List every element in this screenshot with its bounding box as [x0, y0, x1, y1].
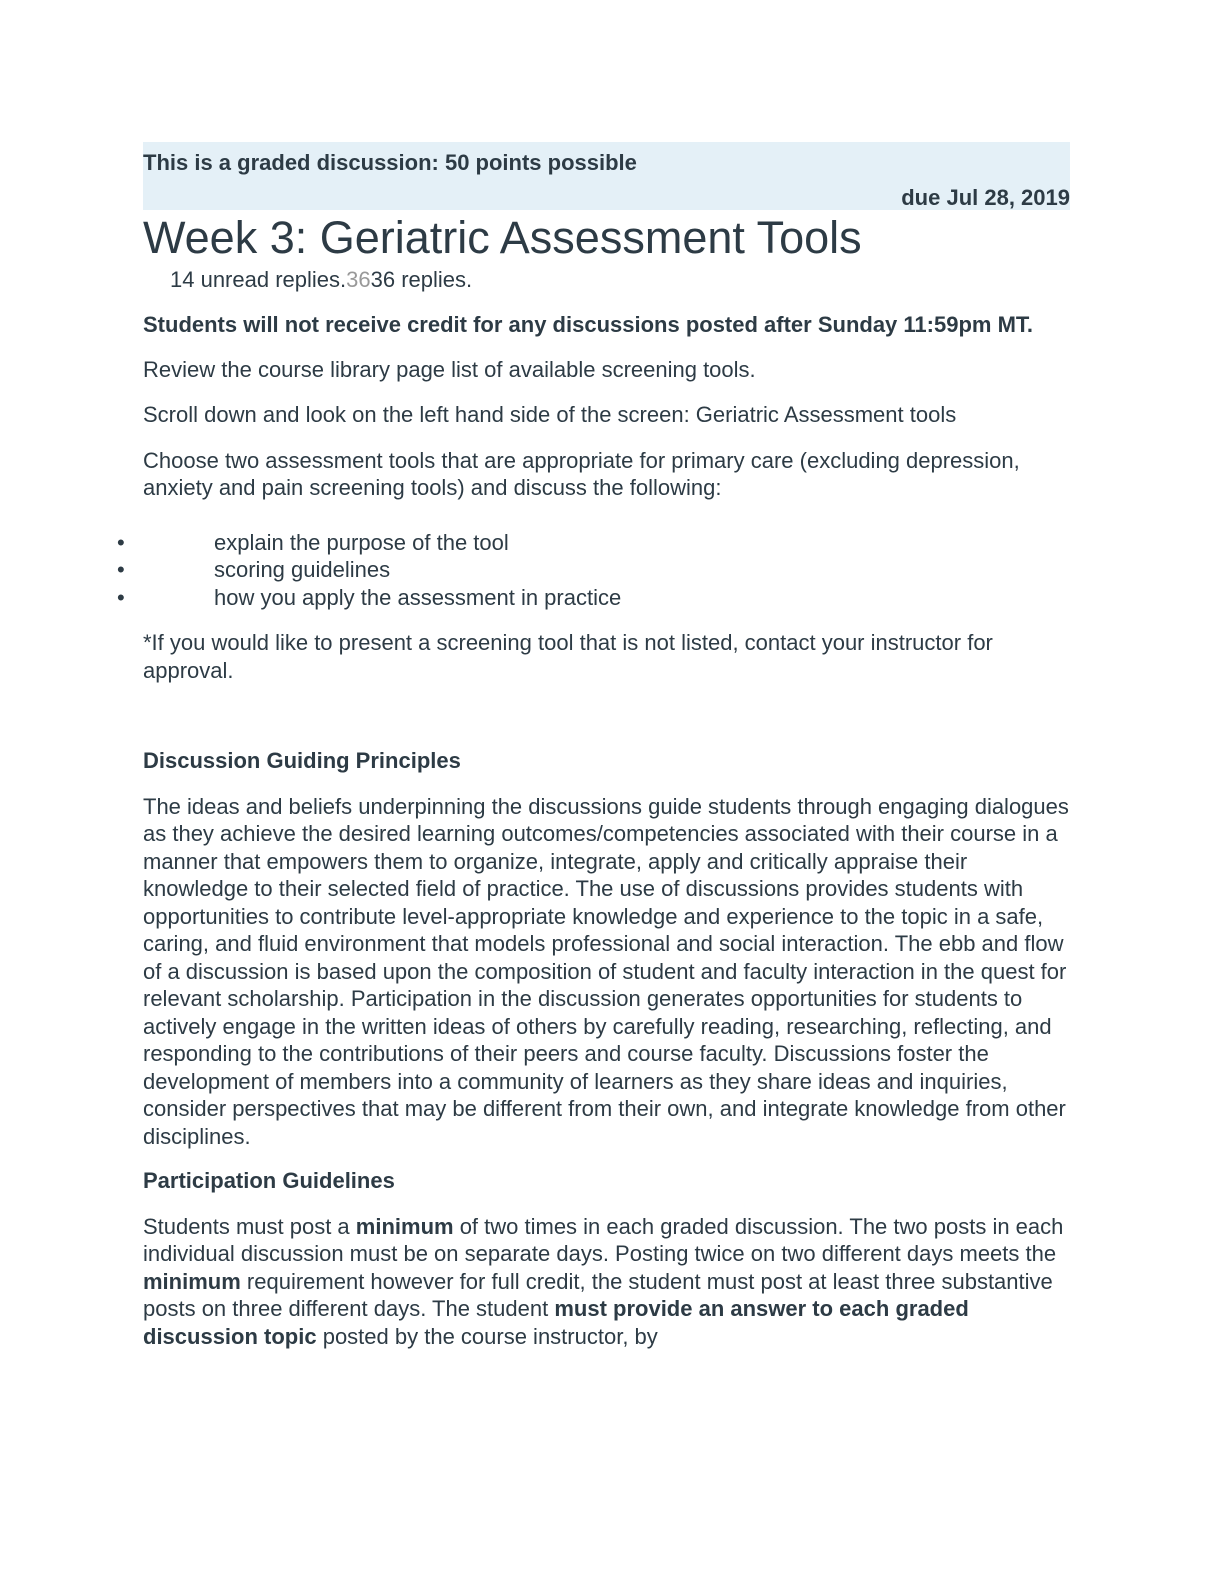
discussion-page — [117, 142, 1070, 1350]
list-item — [117, 556, 1070, 584]
task-list — [117, 529, 1070, 612]
list-item-text: explain the purpose of the tool — [214, 529, 509, 555]
approval-note: *If you would like to present a screening tool that is not listed, contact your instructor for approval. — [143, 630, 993, 683]
due-date: due Jul 28, 2019 — [901, 185, 1070, 210]
participation-text-1: Students must post a — [143, 1213, 356, 1239]
review-instruction: Review the course library page list of available screening tools. — [143, 356, 756, 382]
participation-bold-2: minimum — [143, 1268, 241, 1294]
total-replies: 36 replies. — [370, 267, 473, 292]
discussion-title: Week 3: Geriatric Assessment Tools — [143, 212, 862, 263]
bullet-icon: • — [117, 584, 125, 610]
list-item-text: how you apply the assessment in practice — [214, 584, 622, 610]
participation-bold-3: must provide an answer to each graded discussion topic — [143, 1296, 969, 1349]
choose-instruction: Choose two assessment tools that are appropriate for primary care (excluding depression, anxiety and pain screening tools) and discuss the following: — [143, 447, 1020, 500]
participation-heading: Participation Guidelines — [143, 1168, 395, 1193]
participation-text-4: posted by the course instructor, by — [316, 1323, 658, 1349]
participation-text-3: requirement however for full credit, the student must post at least three substantive posts on three different days. The student — [143, 1268, 1053, 1321]
principles-heading: Discussion Guiding Principles — [143, 748, 461, 773]
bullet-icon: • — [117, 557, 125, 582]
graded-discussion-banner — [143, 142, 1070, 210]
bullet-icon: • — [117, 529, 125, 555]
banner-title: This is a graded discussion: 50 points possible — [143, 150, 637, 175]
scroll-instruction: Scroll down and look on the left hand side of the screen: Geriatric Assessment tools — [143, 402, 957, 427]
list-item — [117, 529, 1070, 557]
replies-count-faded: 36 — [346, 267, 371, 292]
reply-counts — [170, 267, 1070, 293]
list-item — [117, 584, 1070, 612]
late-post-notice: Students will not receive credit for any discussions posted after Sunday 11:59pm MT. — [143, 312, 1034, 337]
participation-bold-1: minimum — [355, 1213, 454, 1239]
list-item-text: scoring guidelines — [214, 557, 391, 582]
principles-text: The ideas and beliefs underpinning the discussions guide students through engaging dialogues as they achieve the desired learning outcomes/competencies associated with their course in a manner that empowers them to organize, integrate, apply and critically appraise their knowledge to their selected field of practice. The use of discussions provides students with opportunities to contribute level-appropriate knowledge and experience to the topic in a safe, caring, and fluid environment that models professional and social interaction. The ebb and flow of a discussion is based upon the composition of student and faculty interaction in the quest for relevant scholarship. Participation in the discussion generates opportunities for students to actively engage in the written ideas of others by carefully reading, researching, reflecting, and responding to the contributions of their peers and course faculty. Discussions foster the development of members into a community of learners as they share ideas and inquiries, consider perspectives that may be different from their own, and integrate knowledge from other disciplines. — [143, 793, 1069, 1149]
participation-text — [143, 1213, 1070, 1351]
unread-replies[interactable]: 14 unread replies. — [170, 267, 347, 292]
participation-text-2: of two times in each graded discussion. The two posts in each individual discussion must be on separate days. Posting twice on two different days meets the — [143, 1213, 1064, 1266]
